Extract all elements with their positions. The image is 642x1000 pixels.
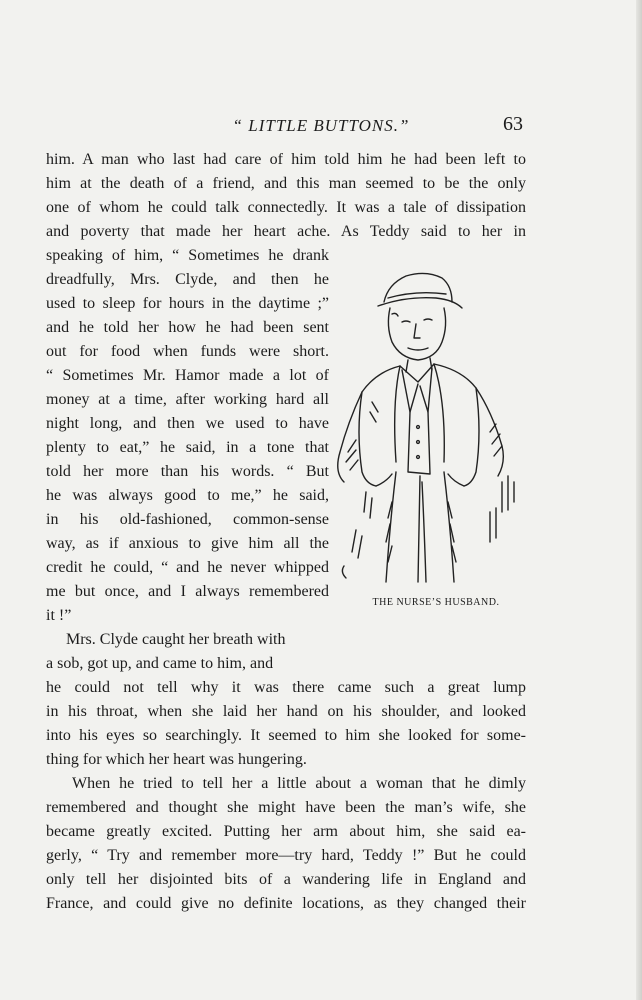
text-line: speaking of him, “ Sometimes he drank <box>46 247 329 264</box>
text-line: into his eyes so searchingly. It seemed to him she looked for some- <box>46 727 526 744</box>
nurses-husband-illustration <box>326 262 526 592</box>
text-line: way, as if anxious to give him all the <box>46 535 329 552</box>
text-line: “ Sometimes Mr. Hamor made a lot of <box>46 367 329 384</box>
text-line: him. A man who last had care of him told him he had been left to <box>46 151 526 168</box>
text-line: he could not tell why it was there came such a great lump <box>46 679 526 696</box>
text-line: and he told her how he had been sent <box>46 319 329 336</box>
text-line: used to sleep for hours in the daytime ;” <box>46 295 329 312</box>
text-line: he was always good to me,” he said, <box>46 487 329 504</box>
text-line: in his throat, when she laid her hand on his shoulder, and looked <box>46 703 526 720</box>
text-line: only tell her disjointed bits of a wandering life in England and <box>46 871 526 888</box>
text-line: him at the death of a friend, and this man seemed to be the only <box>46 175 526 192</box>
text-line: dreadfully, Mrs. Clyde, and then he <box>46 271 329 288</box>
text-line: a sob, got up, and came to him, and <box>46 655 274 672</box>
text-line: and poverty that made her heart ache. As Teddy said to her in <box>46 223 526 240</box>
text-line: France, and could give no definite locations, as they changed their <box>46 895 526 912</box>
text-line: When he tried to tell her a little about a woman that he dimly <box>72 775 526 792</box>
text-line: gerly, “ Try and remember more—try hard, Teddy !” But he could <box>46 847 526 864</box>
text-line: money at a time, after working hard all <box>46 391 329 408</box>
text-line: remembered and thought she might have been the man’s wife, she <box>46 799 526 816</box>
text-line: credit he could, “ and he never whipped <box>46 559 329 576</box>
text-line: it !” <box>46 607 72 624</box>
text-line: out for food when funds were short. <box>46 343 329 360</box>
text-line: became greatly excited. Putting her arm about him, she said ea- <box>46 823 526 840</box>
text-line: thing for which her heart was hungering. <box>46 751 307 768</box>
text-line: night long, and then we used to have <box>46 415 329 432</box>
text-line: me but once, and I always remembered <box>46 583 329 600</box>
text-line: Mrs. Clyde caught her breath with <box>66 631 286 648</box>
illustration-caption: THE NURSE’S HUSBAND. <box>372 597 500 608</box>
text-line: in his old-fashioned, common-sense <box>46 511 329 528</box>
text-line: plenty to eat,” he said, in a tone that <box>46 439 329 456</box>
page-number: 63 <box>503 113 523 135</box>
text-line: one of whom he could talk connectedly. It was a tale of dissipation <box>46 199 526 216</box>
page-edge <box>636 0 642 1000</box>
running-title: “ LITTLE BUTTONS.” <box>232 116 410 135</box>
text-line: told her more than his words. “ But <box>46 463 329 480</box>
